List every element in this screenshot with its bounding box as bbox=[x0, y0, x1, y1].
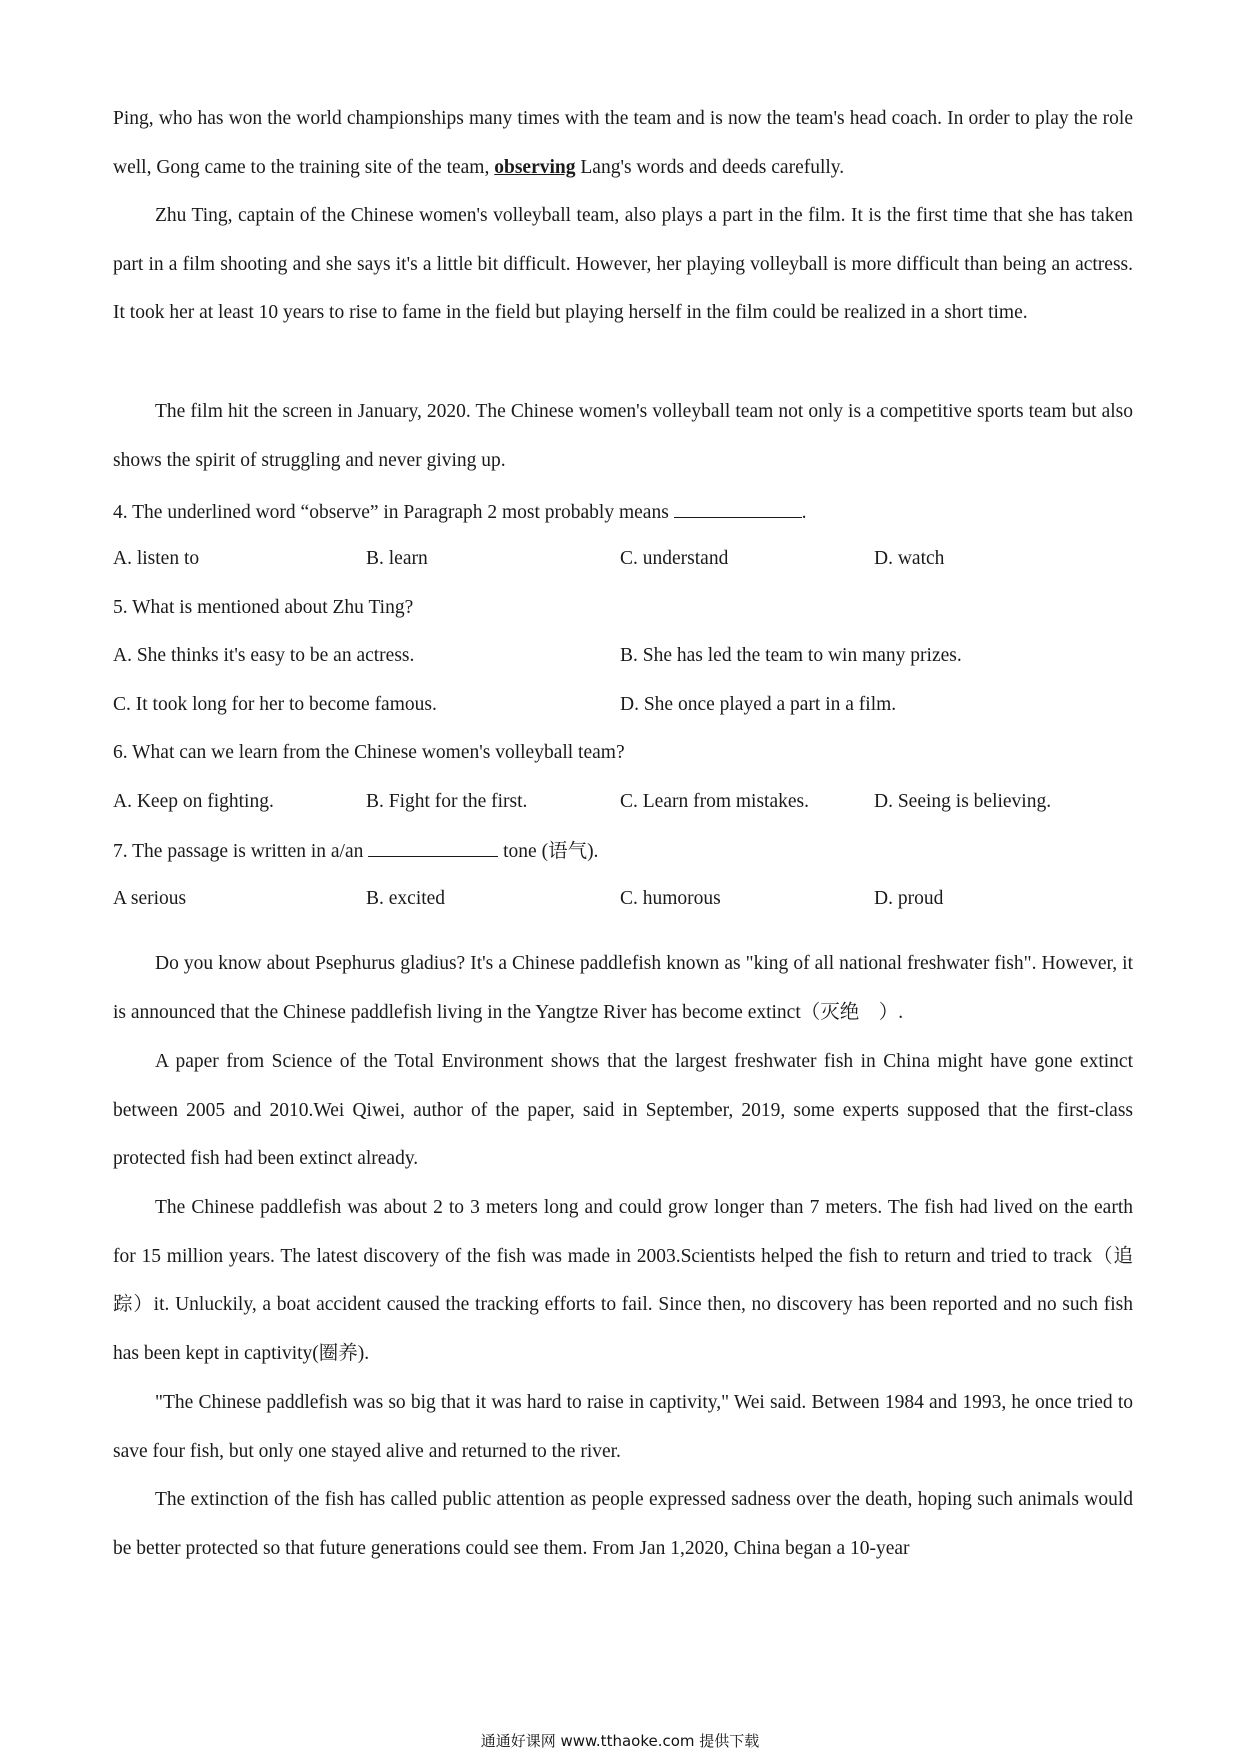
passage1-p1-text-b: Lang's words and deeds carefully. bbox=[575, 156, 845, 178]
q5-option-c: C. It took long for her to become famous. bbox=[113, 694, 437, 715]
q4-option-d: D. watch bbox=[874, 548, 945, 569]
question-6-stem: 6. What can we learn from the Chinese women's volleyball team? bbox=[113, 742, 625, 763]
q4-stem-text: 4. The underlined word “observe” in Paragraph 2 most probably means bbox=[113, 502, 674, 523]
passage1-p1-text-a: Ping, who has won the world championships many times with the team and is now the team's head coach. In order to play the role well, Gong came to the training site of the team, bbox=[113, 108, 1133, 178]
q6-option-c: C. Learn from mistakes. bbox=[620, 791, 809, 812]
passage2-paragraph5 bbox=[113, 1476, 1133, 1573]
passage2-paragraph3 bbox=[113, 1184, 1133, 1379]
question-4-stem bbox=[113, 499, 807, 525]
q7-stem-end: tone (语气). bbox=[498, 841, 599, 862]
passage1-paragraph3 bbox=[113, 388, 1133, 485]
q6-option-b: B. Fight for the first. bbox=[366, 791, 528, 812]
passage2-p5-text: The extinction of the fish has called public attention as people expressed sadness over the death, hoping such animals would be better protected so that future generations could see them. From Jan 1,2020, China began a 10-year bbox=[113, 1489, 1133, 1559]
passage2-p1-text: Do you know about Psephurus gladius? It's a Chinese paddlefish known as "king of all national freshwater fish". However, it is announced that the Chinese paddlefish living in the Yangtze River has become extinct（灭绝 ）. bbox=[113, 953, 1133, 1023]
passage2-p4-text: "The Chinese paddlefish was so big that it was hard to raise in captivity," Wei said. Between 1984 and 1993, he once tried to save four fish, but only one stayed alive and returned to the river. bbox=[113, 1392, 1133, 1462]
q5-option-d: D. She once played a part in a film. bbox=[620, 694, 897, 715]
q5-option-a: A. She thinks it's easy to be an actress. bbox=[113, 645, 415, 666]
q4-option-b: B. learn bbox=[366, 548, 428, 569]
passage2-p3-text: The Chinese paddlefish was about 2 to 3 meters long and could grow longer than 7 meters. The fish had lived on the earth for 15 million years. The latest discovery of the fish was made in 2003.Scientists helped the fish to return and tried to track（追踪）it. Unluckily, a boat accident caused the tracking efforts to fail. Since then, no discovery has been reported and no such fish has been kept in captivity(圈养). bbox=[113, 1197, 1133, 1365]
q4-answer-blank bbox=[674, 499, 802, 518]
passage1-p2-text: Zhu Ting, captain of the Chinese women's volleyball team, also plays a part in the film. It is the first time that she has taken part in a film shooting and she says it's a little bit difficult. However, her playing volleyball is more difficult than being an actress. It took her at least 10 years to rise to fame in the field but playing herself in the film could be realized in a short time. bbox=[113, 205, 1133, 324]
q6-option-a: A. Keep on fighting. bbox=[113, 791, 274, 812]
passage1-p3-text: The film hit the screen in January, 2020. The Chinese women's volleyball team not only is a competitive sports team but also shows the spirit of struggling and never giving up. bbox=[113, 401, 1133, 471]
passage1-paragraph1 bbox=[113, 95, 1133, 192]
q7-stem-text: 7. The passage is written in a/an bbox=[113, 841, 369, 862]
page-footer: 通通好课网 www.tthaoke.com 提供下载 bbox=[480, 1732, 760, 1750]
q4-stem-end: . bbox=[801, 502, 807, 523]
q6-option-d: D. Seeing is believing. bbox=[874, 791, 1052, 812]
q7-option-c: C. humorous bbox=[620, 888, 721, 909]
q5-option-b: B. She has led the team to win many prizes. bbox=[620, 645, 962, 666]
passage1-paragraph2 bbox=[113, 192, 1133, 338]
passage2-paragraph1 bbox=[113, 940, 1133, 1037]
question-7-stem bbox=[113, 838, 598, 864]
q7-answer-blank bbox=[368, 838, 498, 857]
q4-option-a: A. listen to bbox=[113, 548, 200, 569]
q7-option-a: A serious bbox=[113, 888, 187, 909]
q7-option-b: B. excited bbox=[366, 888, 446, 909]
passage2-p2-text: A paper from Science of the Total Environment shows that the largest freshwater fish in China might have gone extinct between 2005 and 2010.Wei Qiwei, author of the paper, said in September, 2019, some experts supposed that the first-class protected fish had been extinct already. bbox=[113, 1051, 1133, 1170]
underlined-word-observing: observing bbox=[494, 156, 576, 178]
q7-option-d: D. proud bbox=[874, 888, 944, 909]
passage2-paragraph4 bbox=[113, 1379, 1133, 1476]
q4-option-c: C. understand bbox=[620, 548, 729, 569]
question-5-stem: 5. What is mentioned about Zhu Ting? bbox=[113, 597, 414, 618]
passage2-paragraph2 bbox=[113, 1038, 1133, 1184]
